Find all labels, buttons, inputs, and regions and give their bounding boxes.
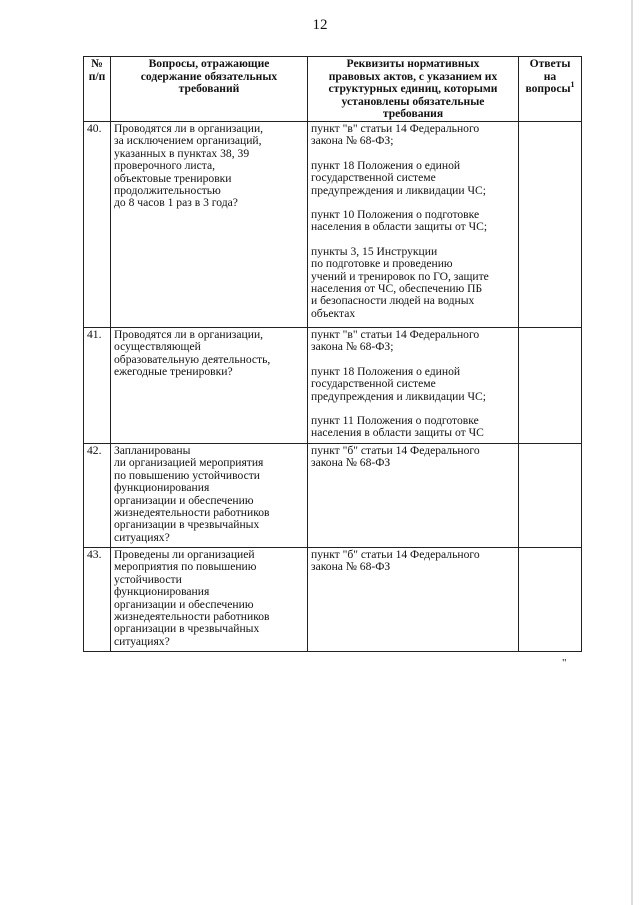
- footnote-marker: 1: [570, 80, 575, 90]
- question-text: Запланированы ли организацией мероприятия по повышению устойчивости функционирования организации и обеспечению жизнедеятельности работников организации в чрезвычайных ситуациях?: [114, 443, 270, 544]
- question-cell: [111, 547, 308, 651]
- header-questions: [111, 57, 308, 122]
- table-row: [84, 443, 582, 547]
- header-num: [84, 57, 111, 122]
- table-header-row: [84, 57, 582, 122]
- row-number: 42.: [84, 443, 111, 547]
- scan-edge-line: [631, 0, 633, 905]
- row-number: 40.: [84, 121, 111, 327]
- requisites-cell: [308, 121, 519, 327]
- requisite-item: пункт "б" статьи 14 Федерального закона № 68-ФЗ: [311, 547, 480, 574]
- question-cell: [111, 121, 308, 327]
- requisite-item: пункт 18 Положения о единой государственной системе предупреждения и ликвидации ЧС;: [311, 364, 486, 403]
- closing-quote-mark: ": [562, 657, 567, 669]
- answer-cell[interactable]: [519, 327, 582, 443]
- header-requisites: [308, 57, 519, 122]
- header-answers: [519, 57, 582, 122]
- requisite-item: пункт "в" статьи 14 Федерального закона № 68-ФЗ;: [311, 327, 480, 354]
- requisite-item: пункты 3, 15 Инструкции по подготовке и проведению учений и тренировок по ГО, защите населения от ЧС, обеспечению ПБ и безопасности людей на водных объектах: [311, 244, 489, 320]
- answer-cell[interactable]: [519, 443, 582, 547]
- requisite-item: пункт "б" статьи 14 Федерального закона № 68-ФЗ: [311, 443, 480, 470]
- requisites-cell: [308, 443, 519, 547]
- question-text: Проводятся ли в организации, за исключением организаций, указанных в пунктах 38, 39 проверочного листа, объектовые тренировки продолжительностью до 8 часов 1 раз в 3 года?: [114, 121, 264, 210]
- answer-cell[interactable]: [519, 121, 582, 327]
- question-cell: [111, 327, 308, 443]
- page-number: 12: [312, 17, 328, 33]
- requisite-item: пункт "в" статьи 14 Федерального закона № 68-ФЗ;: [311, 121, 480, 148]
- row-number: 43.: [84, 547, 111, 651]
- table-row: [84, 327, 582, 443]
- question-cell: [111, 443, 308, 547]
- requisites-cell: [308, 547, 519, 651]
- requirements-table: [83, 56, 582, 652]
- header-answers-text: Ответы на вопросы: [525, 57, 571, 96]
- requisite-item: пункт 11 Положения о подготовке населения в области защиты от ЧС: [311, 414, 484, 440]
- header-num-text: № п/п: [88, 57, 106, 83]
- header-requisites-text: Реквизиты нормативных правовых актов, с указанием их структурных единиц, которыми установлены обязательные требования: [328, 57, 498, 121]
- answer-cell[interactable]: [519, 547, 582, 651]
- question-text: Проводятся ли в организации, осуществляющей образовательную деятельность, ежегодные тренировки?: [114, 327, 271, 379]
- requisite-item: пункт 10 Положения о подготовке населения в области защиты от ЧС;: [311, 208, 488, 234]
- table-row: [84, 547, 582, 651]
- requisites-cell: [308, 327, 519, 443]
- question-text: Проведены ли организацией мероприятия по повышению устойчивости функционирования организации и обеспечению жизнедеятельности работников организации в чрезвычайных ситуациях?: [114, 547, 270, 648]
- header-questions-text: Вопросы, отражающие содержание обязательных требований: [140, 57, 278, 96]
- requisite-item: пункт 18 Положения о единой государственной системе предупреждения и ликвидации ЧС;: [311, 158, 486, 197]
- row-number: 41.: [84, 327, 111, 443]
- table-row: [84, 121, 582, 327]
